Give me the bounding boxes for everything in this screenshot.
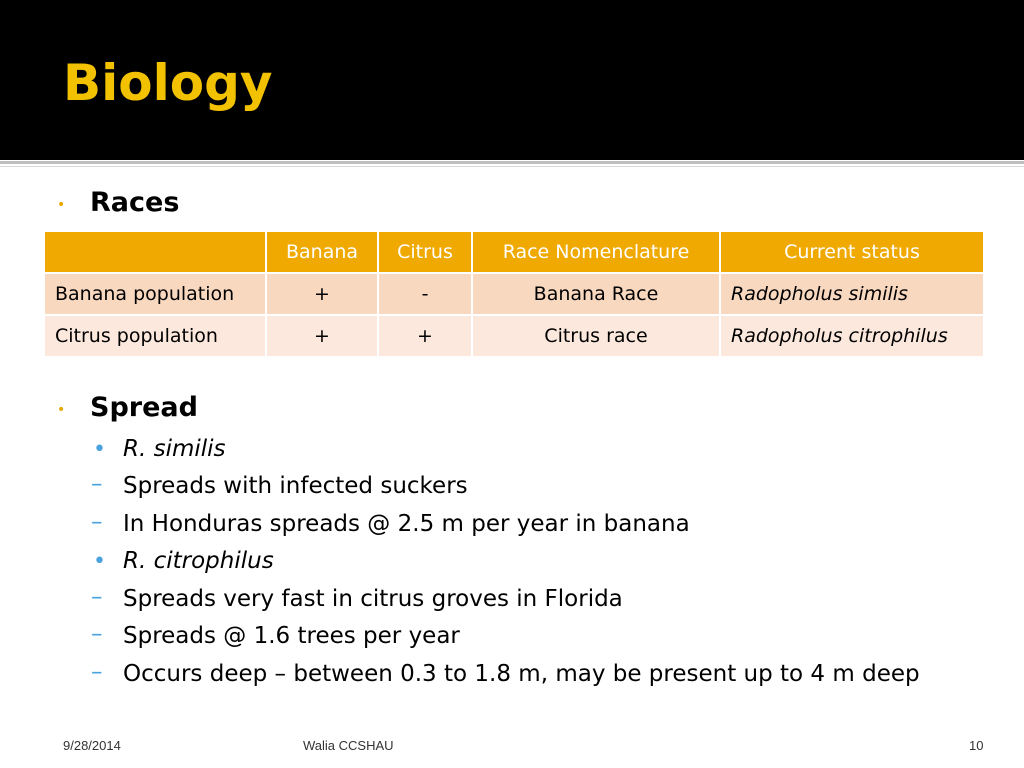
bullet-races-marker: • <box>57 197 66 213</box>
header-cell-current-status: Current status <box>720 231 984 273</box>
header-cell-race-nomenclature: Race Nomenclature <box>472 231 720 273</box>
header-cell-empty <box>44 231 266 273</box>
bullet-spread-marker: • <box>57 402 66 418</box>
list-item: R. similis <box>123 436 226 462</box>
sub-dash-marker: – <box>91 584 103 610</box>
list-item: In Honduras spreads @ 2.5 m per year in banana <box>123 511 690 537</box>
title-divider <box>0 161 1024 164</box>
sub-dash-marker: – <box>91 509 103 535</box>
table-cell: Radopholus citrophilus <box>720 315 984 357</box>
bullet-spread: Spread <box>90 392 198 423</box>
table-cell: + <box>266 315 378 357</box>
races-table <box>43 230 985 358</box>
table-cell: + <box>266 273 378 315</box>
table-cell: + <box>378 315 472 357</box>
footer-page-number: 10 <box>969 738 984 753</box>
list-item: Spreads with infected suckers <box>123 473 468 499</box>
table-row <box>44 315 984 357</box>
sub-bullet-marker: • <box>93 437 106 462</box>
footer-date: 9/28/2014 <box>63 738 121 753</box>
list-item: Spreads @ 1.6 trees per year <box>123 623 460 649</box>
table-cell: Radopholus similis <box>720 273 984 315</box>
title-divider-thin <box>0 166 1024 167</box>
table-cell: Banana Race <box>472 273 720 315</box>
list-item: R. citrophilus <box>123 548 274 574</box>
table-cell: Banana population <box>44 273 266 315</box>
header-cell-citrus: Citrus <box>378 231 472 273</box>
table-header-row <box>44 231 984 273</box>
sub-dash-marker: – <box>91 621 103 647</box>
footer-author: Walia CCSHAU <box>303 738 394 753</box>
list-item: Spreads very fast in citrus groves in Florida <box>123 586 623 612</box>
header-cell-banana: Banana <box>266 231 378 273</box>
sub-bullet-marker: • <box>93 549 106 574</box>
title-band <box>0 0 1024 160</box>
sub-dash-marker: – <box>91 659 103 685</box>
table-row <box>44 273 984 315</box>
table-cell: Citrus race <box>472 315 720 357</box>
table-cell: Citrus population <box>44 315 266 357</box>
bullet-races: Races <box>90 187 180 218</box>
sub-dash-marker: – <box>91 471 103 497</box>
table-cell: - <box>378 273 472 315</box>
slide-title: Biology <box>63 54 273 112</box>
list-item: Occurs deep – between 0.3 to 1.8 m, may be present up to 4 m deep <box>123 661 920 687</box>
